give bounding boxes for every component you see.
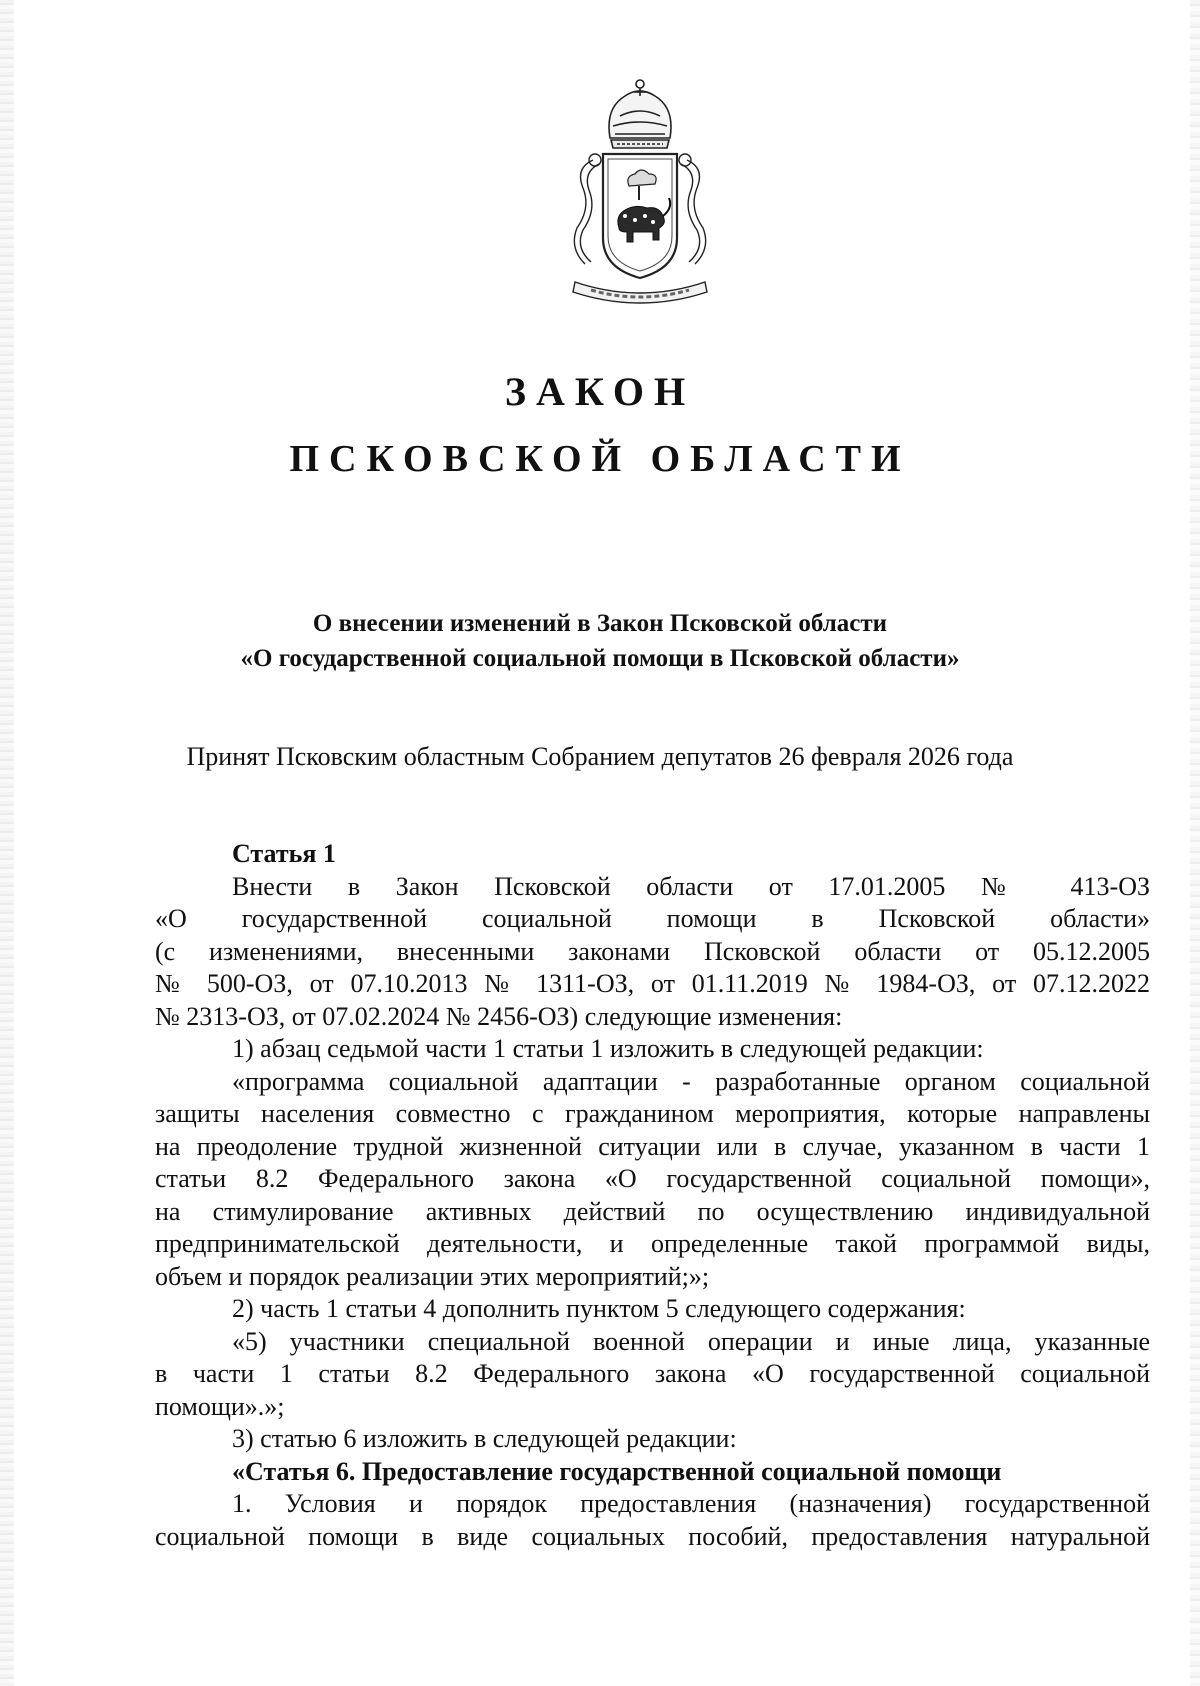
- article-line: 1. Условия и порядок предоставления (назначения) государственной: [232, 1489, 1150, 1518]
- document-region: ПСКОВСКОЙ ОБЛАСТИ: [289, 438, 911, 480]
- article-line: 3) статью 6 изложить в следующей редакции:: [232, 1424, 737, 1453]
- document-title: ЗАКОН: [504, 369, 696, 414]
- scan-edge-right: [1190, 0, 1200, 1686]
- article-line: социальной помощи в виде социальных пособий, предоставления натуральной: [155, 1521, 1150, 1551]
- scan-edge-left: [0, 0, 14, 1686]
- article-line: «5) участники специальной военной операции и иные лица, указанные: [232, 1326, 1150, 1356]
- article-line: 1) абзац седьмой части 1 статьи 1 изложить в следующей редакции:: [232, 1034, 984, 1063]
- article-line: на преодоление трудной жизненной ситуации или в случае, указанном в части 1: [155, 1131, 1150, 1161]
- article-line: Внести в Закон Псковской области от 17.01.2005 № 413-ОЗ: [232, 871, 1150, 901]
- article-6-heading: «Статья 6. Предоставление государственной социальной помощи: [232, 1456, 1002, 1486]
- article-line: в части 1 статьи 8.2 Федерального закона «О государственной социальной: [155, 1359, 1150, 1388]
- adoption-note: Принят Псковским областным Собранием депутатов 26 февраля 2026 года: [186, 742, 1014, 771]
- article-line: № 500-ОЗ, от 07.10.2013 № 1311-ОЗ, от 01.11.2019 № 1984-ОЗ, от 07.12.2022: [155, 969, 1150, 998]
- law-subject-line-2: «О государственной социальной помощи в Псковской области»: [240, 645, 960, 672]
- coat-of-arms-emblem: [555, 68, 725, 308]
- article-line: на стимулирование активных действий по осуществлению индивидуальной: [155, 1196, 1150, 1226]
- law-subject-line-1: О внесении изменений в Закон Псковской области: [312, 610, 888, 637]
- article-body: [155, 838, 1150, 1553]
- article-line: статьи 8.2 Федерального закона «О государственной социальной помощи»,: [155, 1164, 1150, 1193]
- article-line: «О государственной социальной помощи в Псковской области»: [155, 904, 1150, 933]
- article-line: помощи».»;: [155, 1391, 285, 1421]
- article-line: предпринимательской деятельности, и определенные такой программой виды,: [155, 1229, 1150, 1258]
- article-heading: Статья 1: [232, 839, 336, 868]
- article-line: № 2313-ОЗ, от 07.02.2024 № 2456-ОЗ) следующие изменения:: [155, 1001, 843, 1031]
- article-line: 2) часть 1 статьи 4 дополнить пунктом 5 следующего содержания:: [232, 1294, 966, 1323]
- article-line: «программа социальной адаптации - разработанные органом социальной: [232, 1066, 1150, 1096]
- article-line: защиты населения совместно с гражданином мероприятия, которые направлены: [155, 1099, 1150, 1128]
- article-line: (с изменениями, внесенными законами Псковской области от 05.12.2005: [155, 936, 1150, 966]
- article-line: объем и порядок реализации этих мероприятий;»;: [155, 1261, 710, 1291]
